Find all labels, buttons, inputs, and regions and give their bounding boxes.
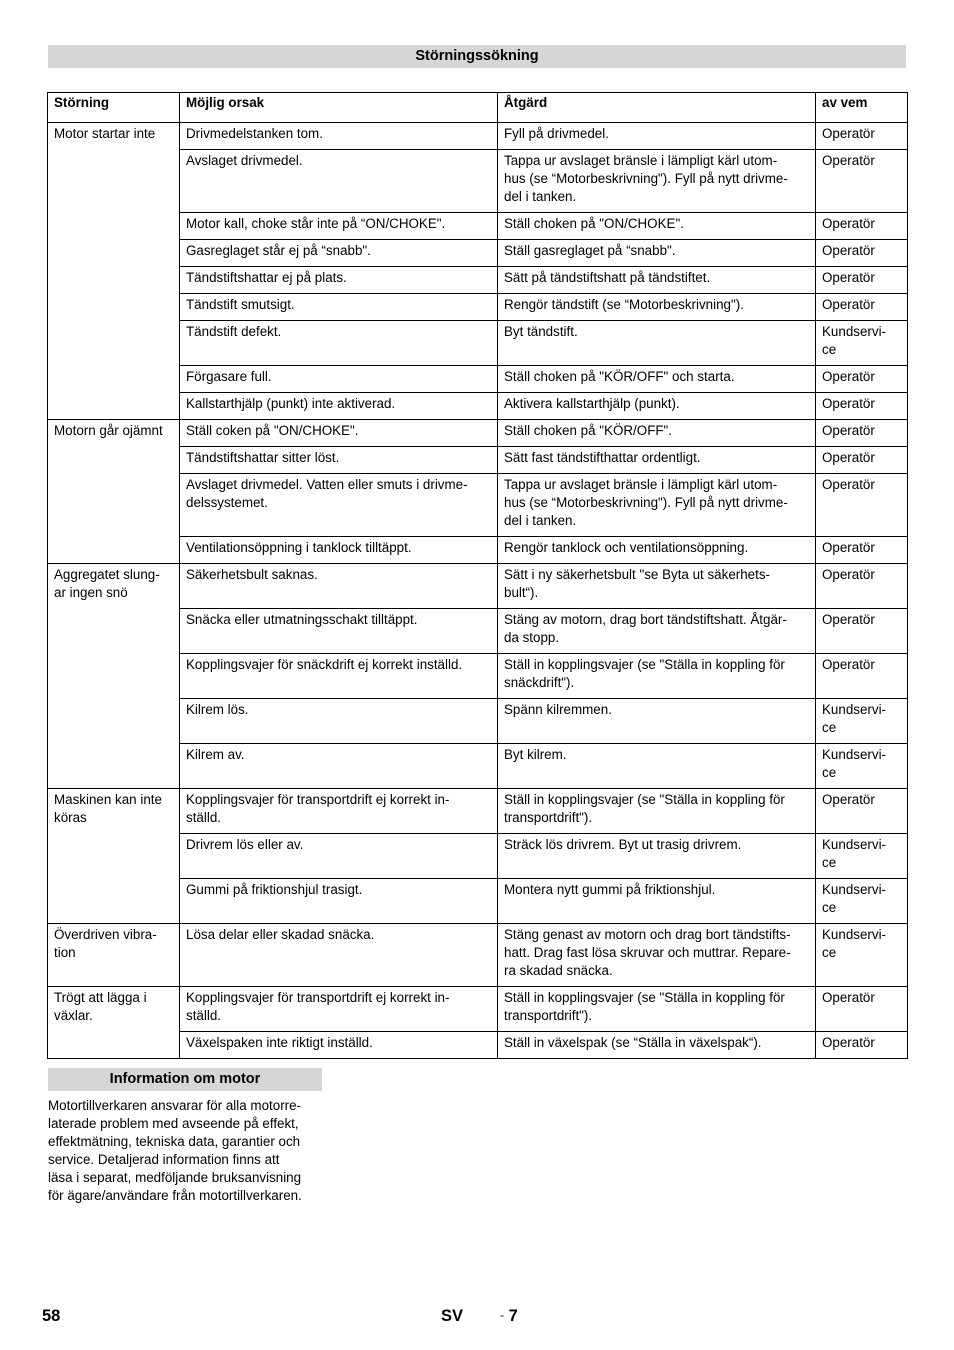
responsible-cell: Operatör	[816, 537, 908, 564]
cause-cell: Kopplingsvajer för snäckdrift ej korrekt inställd.	[180, 654, 498, 699]
language-code: SV	[441, 1307, 464, 1325]
responsible-cell: Operatör	[816, 789, 908, 834]
cause-cell: Motor kall, choke står inte på “ON/CHOKE".	[180, 213, 498, 240]
cause-cell: Kilrem lös.	[180, 699, 498, 744]
table-row	[48, 924, 908, 987]
cause-cell: Ställ coken på "ON/CHOKE".	[180, 420, 498, 447]
action-cell: Sätt fast tändstifthattar ordentligt.	[498, 447, 816, 474]
responsible-cell: Kundservi- ce	[816, 924, 908, 987]
fault-cell: Aggregatet slung- ar ingen snö	[48, 564, 180, 789]
responsible-cell: Operatör	[816, 420, 908, 447]
responsible-cell: Operatör	[816, 1032, 908, 1059]
cause-cell: Säkerhetsbult saknas.	[180, 564, 498, 609]
cause-cell: Avslaget drivmedel. Vatten eller smuts i drivme- delssystemet.	[180, 474, 498, 537]
motor-info-title: Information om motor	[48, 1068, 322, 1091]
responsible-cell: Kundservi- ce	[816, 879, 908, 924]
motor-info-text: Motortillverkaren ansvarar för alla motorre- laterade problem med avseende på effekt, effektmätning, tekniska data, garantier och service. Detaljerad information finns att läsa i separat, medföljande bruksanvisning för ägare/användare från motortillverkaren.	[48, 1098, 302, 1203]
action-cell: Tappa ur avslaget bränsle i lämpligt kärl utom- hus (se “Motorbeskrivning"). Fyll på nytt drivme- del i tanken.	[498, 474, 816, 537]
action-cell: Tappa ur avslaget bränsle i lämpligt kärl utom- hus (se “Motorbeskrivning"). Fyll på nytt drivme- del i tanken.	[498, 150, 816, 213]
cause-cell: Lösa delar eller skadad snäcka.	[180, 924, 498, 987]
action-cell: Byt kilrem.	[498, 744, 816, 789]
action-cell: Ställ choken på "ON/CHOKE".	[498, 213, 816, 240]
section-title: Störningssökning	[48, 45, 906, 68]
cause-cell: Gummi på friktionshjul trasigt.	[180, 879, 498, 924]
sub-page-number: 7	[508, 1307, 518, 1325]
fault-cell: Maskinen kan inte köras	[48, 789, 180, 924]
table-row	[48, 564, 908, 609]
action-cell: Ställ in växelspak (se “Ställa in växelspak“).	[498, 1032, 816, 1059]
action-cell: Byt tändstift.	[498, 321, 816, 366]
responsible-cell: Operatör	[816, 474, 908, 537]
action-cell: Rengör tändstift (se “Motorbeskrivning").	[498, 294, 816, 321]
cause-cell: Tändstiftshattar sitter löst.	[180, 447, 498, 474]
responsible-cell: Kundservi- ce	[816, 834, 908, 879]
cause-cell: Förgasare full.	[180, 366, 498, 393]
responsible-cell: Operatör	[816, 987, 908, 1032]
cause-cell: Snäcka eller utmatningsschakt tilltäppt.	[180, 609, 498, 654]
cause-cell: Avslaget drivmedel.	[180, 150, 498, 213]
responsible-cell: Operatör	[816, 294, 908, 321]
cause-cell: Ventilationsöppning i tanklock tilltäppt.	[180, 537, 498, 564]
header-cause: Möjlig orsak	[180, 93, 498, 123]
action-cell: Ställ choken på "KÖR/OFF" och starta.	[498, 366, 816, 393]
responsible-cell: Operatör	[816, 609, 908, 654]
cause-cell: Gasreglaget står ej på “snabb".	[180, 240, 498, 267]
cause-cell: Kopplingsvajer för transportdrift ej korrekt in- ställd.	[180, 987, 498, 1032]
responsible-cell: Operatör	[816, 150, 908, 213]
action-cell: Spänn kilremmen.	[498, 699, 816, 744]
action-cell: Sträck lös drivrem. Byt ut trasig drivrem.	[498, 834, 816, 879]
action-cell: Sätt på tändstiftshatt på tändstiftet.	[498, 267, 816, 294]
fault-cell: Överdriven vibra- tion	[48, 924, 180, 987]
action-cell: Ställ gasreglaget på “snabb".	[498, 240, 816, 267]
table-row	[48, 420, 908, 447]
action-cell: Rengör tanklock och ventilationsöppning.	[498, 537, 816, 564]
responsible-cell: Operatör	[816, 213, 908, 240]
action-cell: Ställ choken på "KÖR/OFF".	[498, 420, 816, 447]
fault-cell: Motor startar inte	[48, 123, 180, 420]
responsible-cell: Operatör	[816, 240, 908, 267]
sub-page-dash: -	[500, 1308, 504, 1322]
cause-cell: Växelspaken inte riktigt inställd.	[180, 1032, 498, 1059]
cause-cell: Kopplingsvajer för transportdrift ej korrekt in- ställd.	[180, 789, 498, 834]
troubleshooting-table	[47, 92, 908, 1059]
action-cell: Ställ in kopplingsvajer (se "Ställa in koppling för transportdrift").	[498, 789, 816, 834]
table-body	[48, 123, 908, 1059]
responsible-cell: Kundservi- ce	[816, 699, 908, 744]
cause-cell: Kallstarthjälp (punkt) inte aktiverad.	[180, 393, 498, 420]
responsible-cell: Kundservi- ce	[816, 744, 908, 789]
fault-cell: Motorn går ojämnt	[48, 420, 180, 564]
header-by: av vem	[816, 93, 908, 123]
action-cell: Stäng av motorn, drag bort tändstiftshatt. Åtgär- da stopp.	[498, 609, 816, 654]
header-fault: Störning	[48, 93, 180, 123]
responsible-cell: Operatör	[816, 366, 908, 393]
cause-cell: Drivrem lös eller av.	[180, 834, 498, 879]
cause-cell: Drivmedelstanken tom.	[180, 123, 498, 150]
table-row	[48, 987, 908, 1032]
header-action: Åtgärd	[498, 93, 816, 123]
page-number: 58	[42, 1307, 61, 1325]
action-cell: Ställ in kopplingsvajer (se "Ställa in koppling för snäckdrift").	[498, 654, 816, 699]
sub-page-label	[500, 1307, 518, 1326]
action-cell: Aktivera kallstarthjälp (punkt).	[498, 393, 816, 420]
action-cell: Stäng genast av motorn och drag bort tändstifts- hatt. Drag fast lösa skruvar och muttrar. Repare- ra skadad snäcka.	[498, 924, 816, 987]
fault-cell: Trögt att lägga i växlar.	[48, 987, 180, 1059]
action-cell: Sätt i ny säkerhetsbult "se Byta ut säkerhets- bult“).	[498, 564, 816, 609]
responsible-cell: Operatör	[816, 393, 908, 420]
cause-cell: Tändstiftshattar ej på plats.	[180, 267, 498, 294]
action-cell: Ställ in kopplingsvajer (se "Ställa in koppling för transportdrift").	[498, 987, 816, 1032]
responsible-cell: Operatör	[816, 447, 908, 474]
action-cell: Montera nytt gummi på friktionshjul.	[498, 879, 816, 924]
responsible-cell: Operatör	[816, 564, 908, 609]
responsible-cell: Kundservi- ce	[816, 321, 908, 366]
cause-cell: Tändstift smutsigt.	[180, 294, 498, 321]
action-cell: Fyll på drivmedel.	[498, 123, 816, 150]
cause-cell: Kilrem av.	[180, 744, 498, 789]
responsible-cell: Operatör	[816, 654, 908, 699]
responsible-cell: Operatör	[816, 267, 908, 294]
cause-cell: Tändstift defekt.	[180, 321, 498, 366]
table-header-row	[48, 93, 908, 123]
responsible-cell: Operatör	[816, 123, 908, 150]
table-row	[48, 123, 908, 150]
table-row	[48, 789, 908, 834]
